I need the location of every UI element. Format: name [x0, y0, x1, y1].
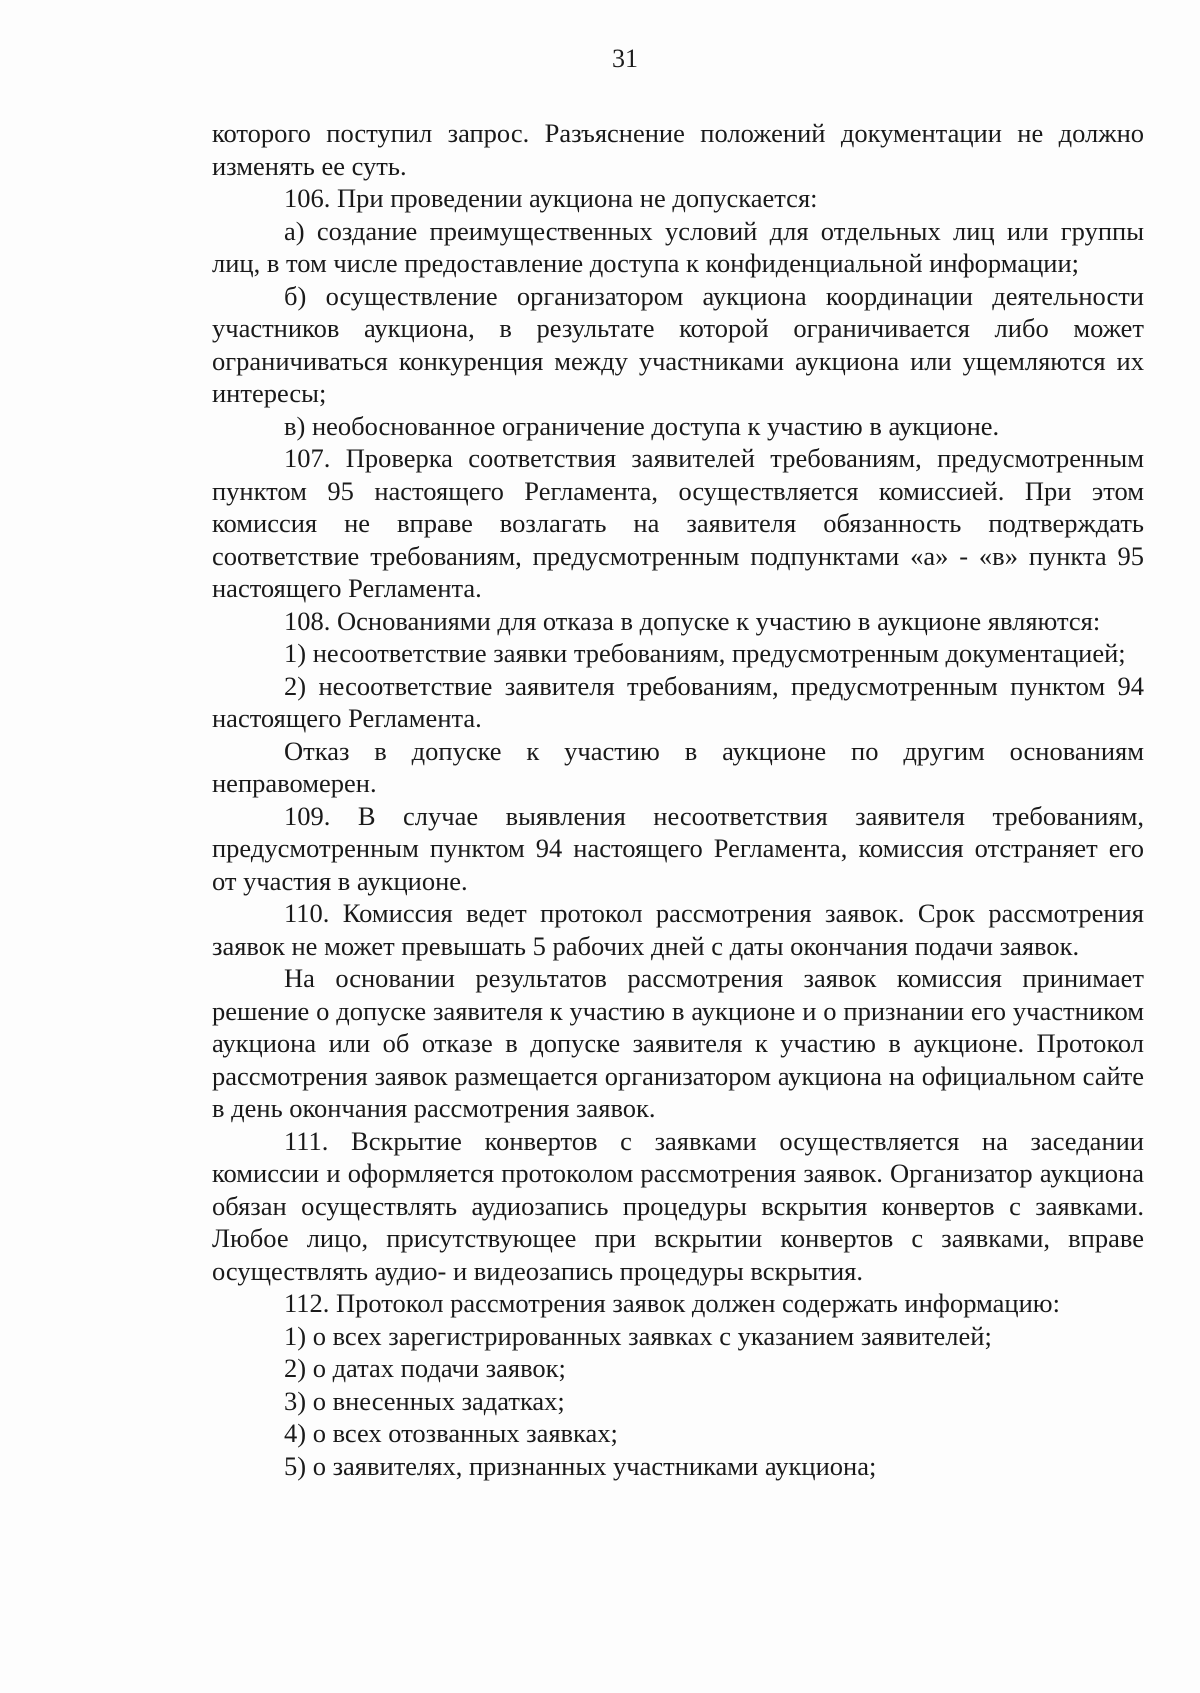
list-item: 1) о всех зарегистрированных заявках с указанием заявителей;: [284, 1320, 992, 1351]
paragraph: 111. Вскрытие конвертов с заявками осуществляется на заседании комиссии и оформляется протоколом рассмотрения заявок. Организатор аукциона обязан осуществлять аудиозапись процедуры вскрытия конвертов с заявками. Любое лицо, присутствующее при вскрытии конвертов с заявками, вправе осуществлять аудио- и видеозапись процедуры вскрытия.: [212, 1125, 1144, 1286]
list-item: 3) о внесенных задатках;: [284, 1385, 565, 1416]
list-item: 5) о заявителях, признанных участниками аукциона;: [284, 1450, 877, 1481]
paragraph: 2) несоответствие заявителя требованиям, предусмотренным пунктом 94 настоящего Регламента.: [212, 670, 1144, 733]
paragraph: 109. В случае выявления несоответствия заявителя требованиям, предусмотренным пунктом 94 настоящего Регламента, комиссия отстраняет его от участия в аукционе.: [212, 800, 1144, 896]
paragraph: 1) несоответствие заявки требованиям, предусмотренным документацией;: [284, 638, 1126, 668]
paragraph: в) необоснованное ограничение доступа к участию в аукционе.: [284, 410, 1000, 441]
page-number: 31: [612, 44, 638, 73]
paragraph: 108. Основаниями для отказа в допуске к участию в аукционе являются:: [284, 605, 1101, 636]
paragraph: 110. Комиссия ведет протокол рассмотрения заявок. Срок рассмотрения заявок не может превышать 5 рабочих дней с даты окончания подачи заявок.: [212, 898, 1144, 961]
document-body: [212, 117, 1144, 1482]
list-item: 2) о датах подачи заявок;: [284, 1353, 566, 1383]
paragraph: На основании результатов рассмотрения заявок комиссия принимает решение о допуске заявителя к участию в аукционе и о признании его участником аукциона или об отказе в допуске заявителя к участию в аукционе. Протокол рассмотрения заявок размещается организатором аукциона на официальном сайте в день окончания рассмотрения заявок.: [212, 963, 1144, 1123]
paragraph: которого поступил запрос. Разъяснение положений документации не должно изменять ее суть.: [212, 118, 1144, 181]
paragraph: 107. Проверка соответствия заявителей требованиям, предусмотренным пунктом 95 настоящего Регламента, осуществляется комиссией. При этом комиссия не вправе возлагать на заявителя обязанность подтверждать соответствие требованиям, предусмотренным подпунктами «а» - «в» пункта 95 настоящего Регламента.: [212, 443, 1144, 603]
paragraph: а) создание преимущественных условий для отдельных лиц или группы лиц, в том числе предоставление доступа к конфиденциальной информации;: [212, 215, 1144, 278]
list-item: 4) о всех отозванных заявках;: [284, 1418, 618, 1448]
paragraph: 112. Протокол рассмотрения заявок должен содержать информацию:: [284, 1288, 1060, 1318]
paragraph: б) осуществление организатором аукциона координации деятельности участников аукциона, в результате которой ограничивается либо может ограничиваться конкуренция между участниками аукциона или ущемляются их интересы;: [212, 280, 1144, 408]
paragraph: Отказ в допуске к участию в аукционе по другим основаниям неправомерен.: [212, 735, 1144, 798]
paragraph: 106. При проведении аукциона не допускается:: [284, 183, 818, 213]
